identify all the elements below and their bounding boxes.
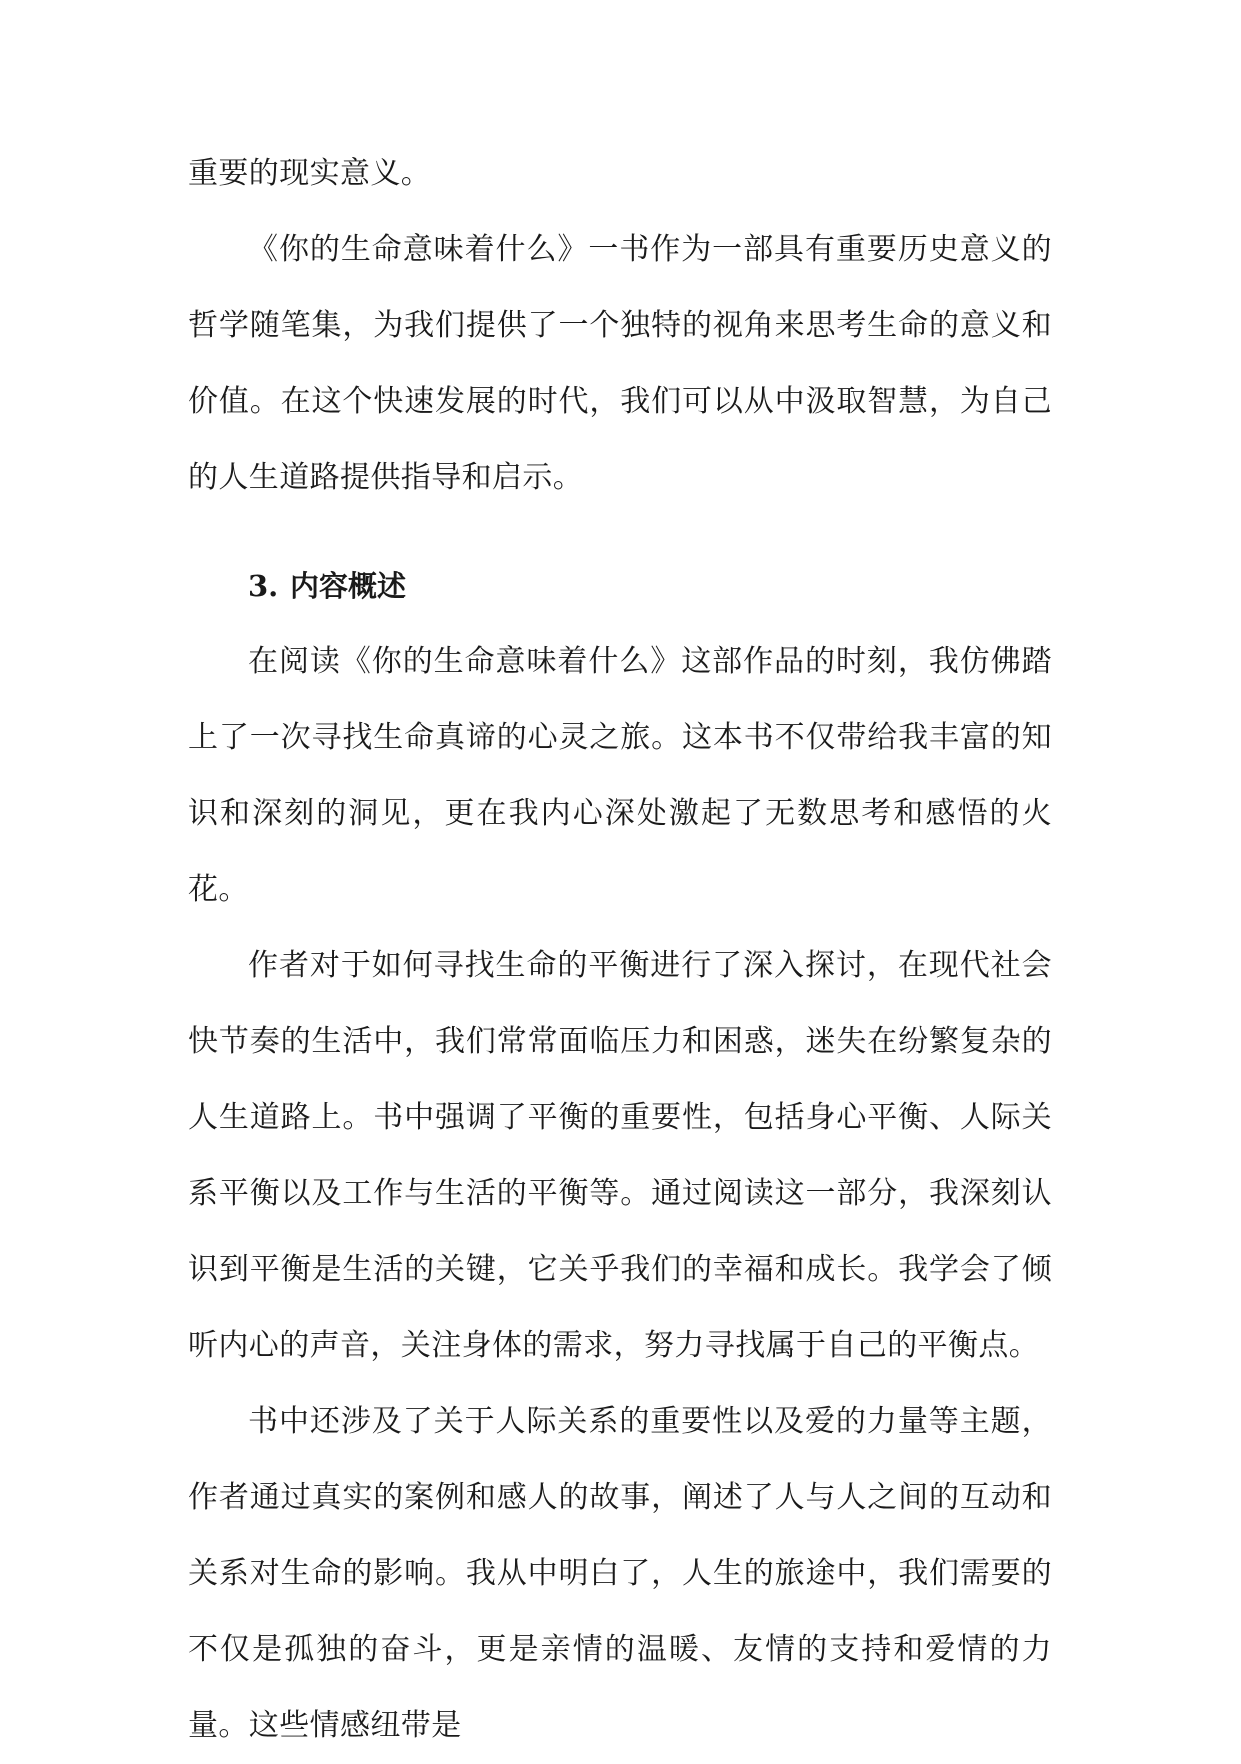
paragraph-relationships: 书中还涉及了关于人际关系的重要性以及爱的力量等主题，作者通过真实的案例和感人的故事，阐述了人与人之间的互动和关系对生命的影响。我从中明白了，人生的旅途中，我们需要的不仅是孤独的奋斗，更是亲情的温暖、友情的支持和爱情的力量。这些情感纽带是 [188,1404,1052,1743]
intro-text-block [188,136,1052,516]
content-text-block [188,624,1052,1764]
paragraph-continuation: 重要的现实意义。 [188,156,432,191]
section-title: 内容概述 [290,569,407,603]
section-heading [248,548,406,624]
paragraph-book-significance: 《你的生命意味着什么》一书作为一部具有重要历史意义的哲学随笔集，为我们提供了一个独特的视角来思考生命的意义和价值。在这个快速发展的时代，我们可以从中汲取智慧，为自己的人生道路提供指导和启示。 [188,232,1052,495]
paragraph-life-balance: 作者对于如何寻找生命的平衡进行了深入探讨，在现代社会快节奏的生活中，我们常常面临压力和困惑，迷失在纷繁复杂的人生道路上。书中强调了平衡的重要性，包括身心平衡、人际关系平衡以及工作与生活的平衡等。通过阅读这一部分，我深刻认识到平衡是生活的关键，它关乎我们的幸福和成长。我学会了倾听内心的声音，关注身体的需求，努力寻找属于自己的平衡点。 [188,948,1052,1363]
section-number: 3. [248,569,279,603]
paragraph-reading-journey: 在阅读《你的生命意味着什么》这部作品的时刻，我仿佛踏上了一次寻找生命真谛的心灵之旅。这本书不仅带给我丰富的知识和深刻的洞见，更在我内心深处激起了无数思考和感悟的火花。 [188,644,1052,907]
